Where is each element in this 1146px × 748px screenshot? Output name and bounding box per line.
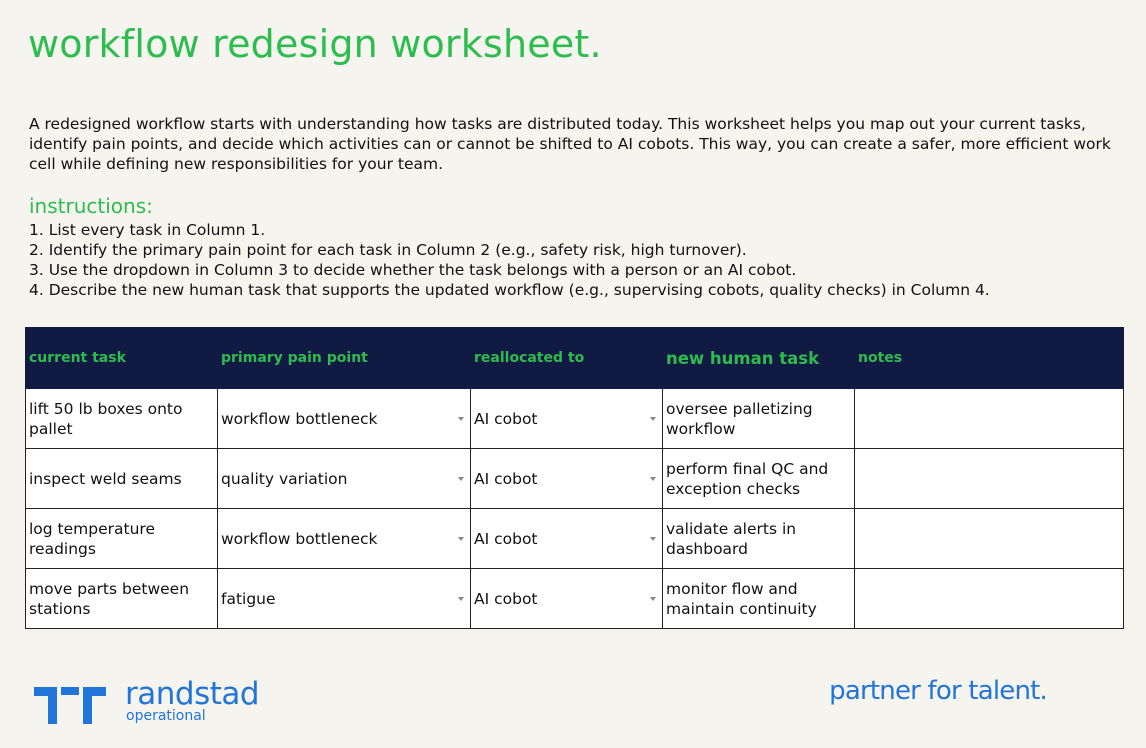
instructions-list (29, 220, 1119, 300)
col-header-reallocated-to: reallocated to (471, 328, 663, 389)
reallocated-to-dropdown[interactable] (471, 389, 663, 449)
reallocated-to-dropdown[interactable] (471, 449, 663, 509)
dropdown-caret-icon[interactable] (458, 597, 464, 601)
new-human-task-cell[interactable]: oversee palletizing workflow (663, 389, 855, 449)
table-row (26, 509, 1124, 569)
instruction-item: 1. List every task in Column 1. (29, 221, 266, 239)
pain-point-value: workflow bottleneck (221, 409, 378, 428)
reallocated-to-value: AI cobot (474, 409, 538, 428)
notes-cell[interactable] (855, 509, 1124, 569)
dropdown-caret-icon[interactable] (458, 477, 464, 481)
current-task-cell[interactable]: lift 50 lb boxes onto pallet (26, 389, 218, 449)
table-row (26, 449, 1124, 509)
pain-point-value: workflow bottleneck (221, 529, 378, 548)
col-header-pain-point: primary pain point (218, 328, 471, 389)
instructions-title: instructions: (29, 194, 153, 218)
pain-point-dropdown[interactable] (218, 569, 471, 629)
reallocated-to-dropdown[interactable] (471, 509, 663, 569)
dropdown-caret-icon[interactable] (650, 477, 656, 481)
col-header-notes: notes (855, 328, 1124, 389)
reallocated-to-value: AI cobot (474, 529, 538, 548)
col-header-current-task: current task (26, 328, 218, 389)
notes-cell[interactable] (855, 569, 1124, 629)
randstad-logo-icon (33, 686, 107, 724)
instruction-item: 3. Use the dropdown in Column 3 to decide whether the task belongs with a person or an AI cobot. (29, 261, 797, 279)
dropdown-caret-icon[interactable] (650, 537, 656, 541)
table-row (26, 389, 1124, 449)
dropdown-caret-icon[interactable] (650, 417, 656, 421)
dropdown-caret-icon[interactable] (458, 417, 464, 421)
worksheet-table (25, 327, 1124, 629)
reallocated-to-value: AI cobot (474, 469, 538, 488)
new-human-task-cell[interactable]: perform final QC and exception checks (663, 449, 855, 509)
brand-name: randstad (125, 676, 260, 712)
pain-point-value: fatigue (221, 589, 276, 608)
pain-point-dropdown[interactable] (218, 449, 471, 509)
notes-cell[interactable] (855, 389, 1124, 449)
dropdown-caret-icon[interactable] (650, 597, 656, 601)
col-header-new-human-task: new human task (663, 328, 855, 389)
instruction-item: 4. Describe the new human task that supports the updated workflow (e.g., supervising cobots, quality checks) in Column 4. (29, 281, 990, 299)
randstad-logo (33, 678, 293, 728)
new-human-task-cell[interactable]: monitor flow and maintain continuity (663, 569, 855, 629)
current-task-cell[interactable]: move parts between stations (26, 569, 218, 629)
pain-point-dropdown[interactable] (218, 509, 471, 569)
pain-point-value: quality variation (221, 469, 348, 488)
instruction-item: 2. Identify the primary pain point for each task in Column 2 (e.g., safety risk, high turnover). (29, 241, 747, 259)
current-task-cell[interactable]: inspect weld seams (26, 449, 218, 509)
reallocated-to-dropdown[interactable] (471, 569, 663, 629)
new-human-task-cell[interactable]: validate alerts in dashboard (663, 509, 855, 569)
current-task-cell[interactable]: log temperature readings (26, 509, 218, 569)
pain-point-dropdown[interactable] (218, 389, 471, 449)
page-title: workflow redesign worksheet. (28, 22, 602, 66)
tagline: partner for talent. (829, 676, 1047, 706)
brand-subtitle: operational (126, 708, 206, 724)
table-header-row (26, 328, 1124, 389)
dropdown-caret-icon[interactable] (458, 537, 464, 541)
table-row (26, 569, 1124, 629)
intro-paragraph: A redesigned workflow starts with understanding how tasks are distributed today. This worksheet helps you map out your current tasks, identify pain points, and decide which activities can or cannot be shifted to AI cobots. This way, you can create a safer, more efficient work cell while defining new responsibilities for your team. (29, 115, 1111, 173)
reallocated-to-value: AI cobot (474, 589, 538, 608)
notes-cell[interactable] (855, 449, 1124, 509)
